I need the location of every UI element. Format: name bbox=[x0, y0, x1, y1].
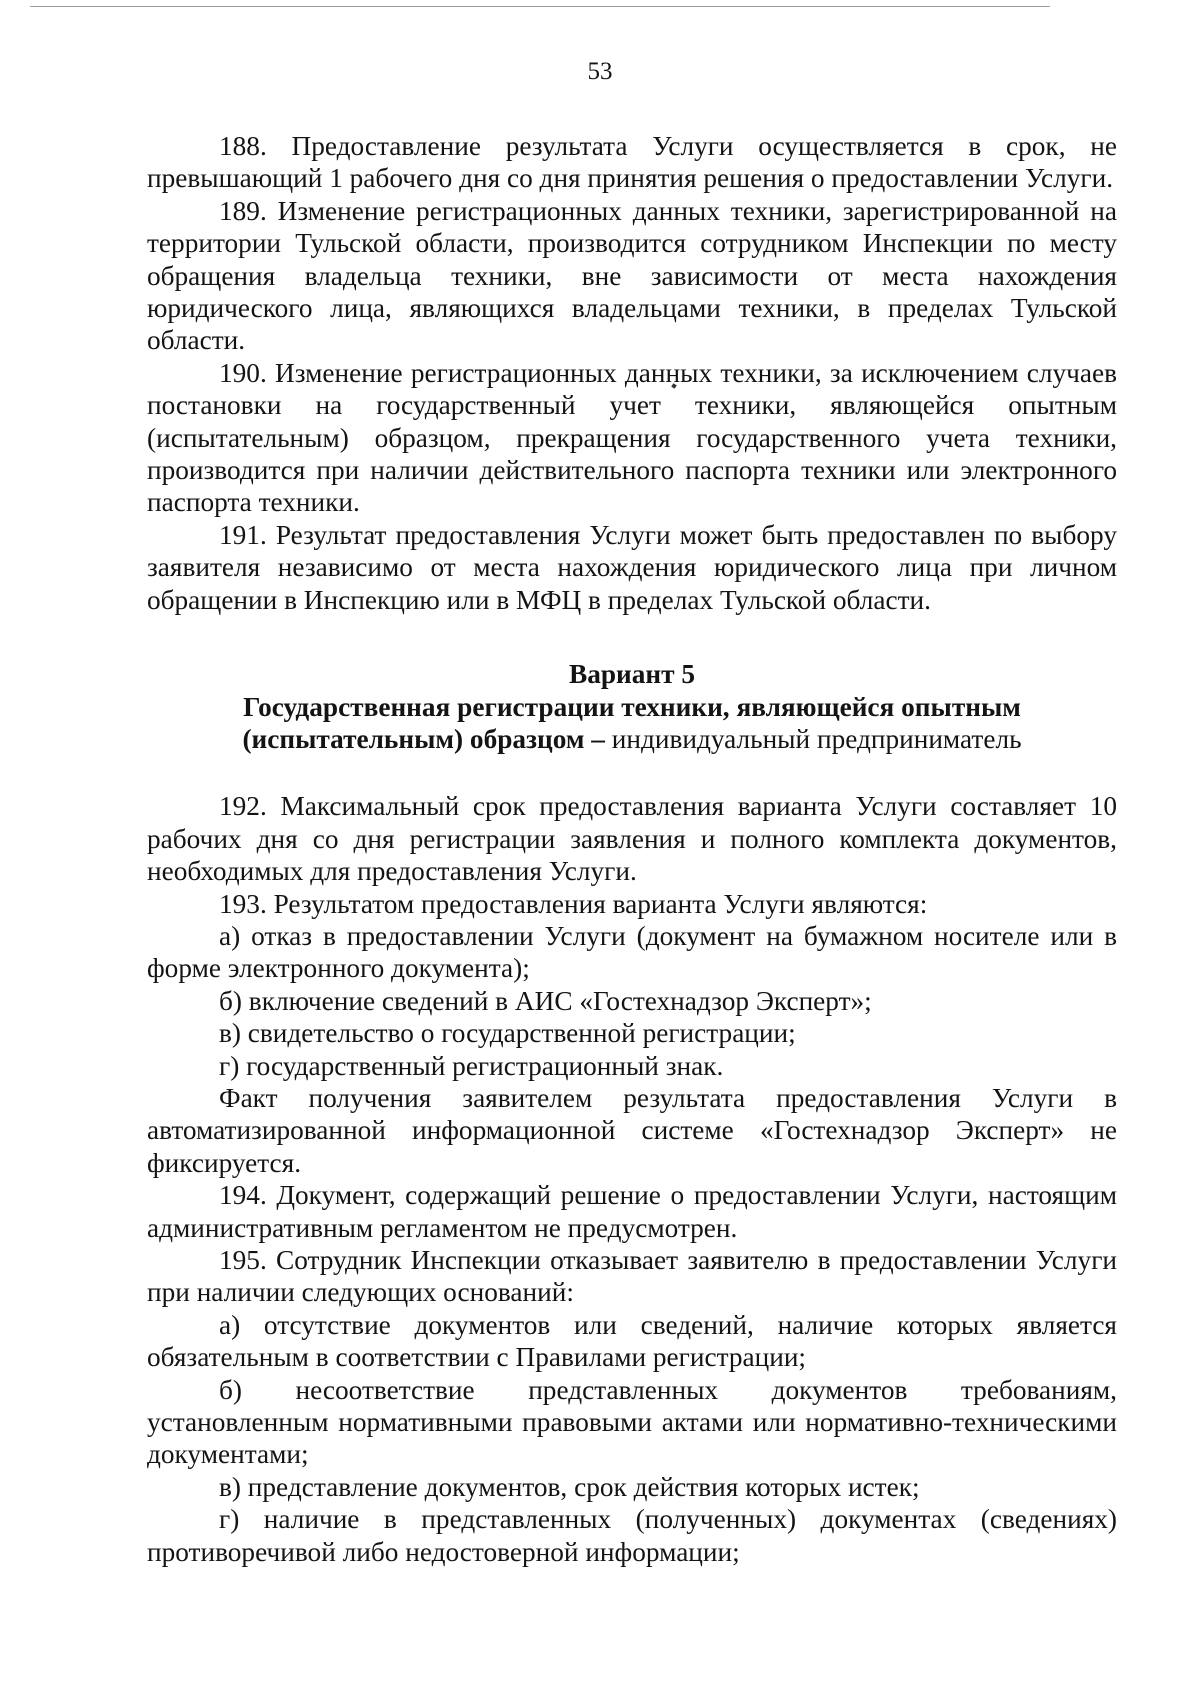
list-item-195b: б) несоответствие представленных документов требованиям, установленным нормативными правовыми актами или нормативно-техническими документами; bbox=[147, 1374, 1117, 1470]
list-item-193b: б) включение сведений в АИС «Гостехнадзор Эксперт»; bbox=[219, 985, 872, 1016]
heading-normal-part: индивидуальный предприниматель bbox=[604, 723, 1022, 754]
heading-bold-part: (испытательным) образцом – bbox=[242, 723, 605, 754]
top-border-line bbox=[30, 6, 1050, 7]
list-item-195v: в) представление документов, срок действия которых истек; bbox=[219, 1471, 920, 1502]
list-item-193g: г) государственный регистрационный знак. bbox=[219, 1050, 724, 1081]
heading-spacer bbox=[147, 755, 1117, 790]
paragraph-188: 188. Предоставление результата Услуги осуществляется в срок, не превышающий 1 рабочего дня со дня принятия решения о предоставлении Услуги. bbox=[147, 131, 1117, 194]
page-number: 53 bbox=[587, 58, 613, 85]
list-item-195g: г) наличие в представленных (полученных) документах (сведениях) противоречивой либо недостоверной информации; bbox=[147, 1504, 1117, 1567]
paragraph-result-fact: Факт получения заявителем результата предоставления Услуги в автоматизированной информационной системе «Гостехнадзор Эксперт» не фиксируется. bbox=[147, 1082, 1117, 1178]
paragraph-193: 193. Результатом предоставления варианта Услуги являются: bbox=[219, 888, 928, 919]
paragraph-194: 194. Документ, содержащий решение о предоставлении Услуги, настоящим административным регламентом не предусмотрен. bbox=[147, 1180, 1117, 1243]
paragraph-195: 195. Сотрудник Инспекции отказывает заявителю в предоставлении Услуги при наличии следующих оснований: bbox=[147, 1245, 1117, 1308]
section-heading-variant: Вариант 5 bbox=[568, 659, 696, 690]
section-heading-title-line1: Государственная регистрации техники, являющейся опытным bbox=[243, 691, 1021, 722]
document-body bbox=[147, 130, 1117, 1568]
paragraph-190: 190. Изменение регистрационных данных техники, за исключением случаев постановки на государственный учет техники, являющейся опытным (испытательным) образцом, прекращения государственного учета техники, производится при наличии действительного паспорта техники или электронного паспорта техники. bbox=[147, 357, 1117, 518]
paragraph-192: 192. Максимальный срок предоставления варианта Услуги составляет 10 рабочих дня со дня регистрации заявления и полного комплекта документов, необходимых для предоставления Услуги. bbox=[147, 791, 1117, 887]
list-item-193a: а) отказ в предоставлении Услуги (документ на бумажном носителе или в форме электронного документа); bbox=[147, 920, 1117, 984]
paragraph-191: 191. Результат предоставления Услуги может быть предоставлен по выбору заявителя независимо от места нахождения юридического лица при личном обращении в Инспекцию или в МФЦ в пределах Тульской области. bbox=[147, 519, 1117, 615]
paragraph-189: 189. Изменение регистрационных данных техники, зарегистрированной на территории Тульской области, производится сотрудником Инспекции по месту обращения владельца техники, вне зависимости от места нахождения юридического лица, являющихся владельцами техники, в пределах Тульской области. bbox=[147, 195, 1117, 356]
section-heading-title-line2 bbox=[147, 723, 1117, 755]
list-item-193v: в) свидетельство о государственной регистрации; bbox=[219, 1018, 796, 1049]
list-item-195a: а) отсутствие документов или сведений, наличие которых является обязательным в соответствии с Правилами регистрации; bbox=[147, 1309, 1117, 1373]
